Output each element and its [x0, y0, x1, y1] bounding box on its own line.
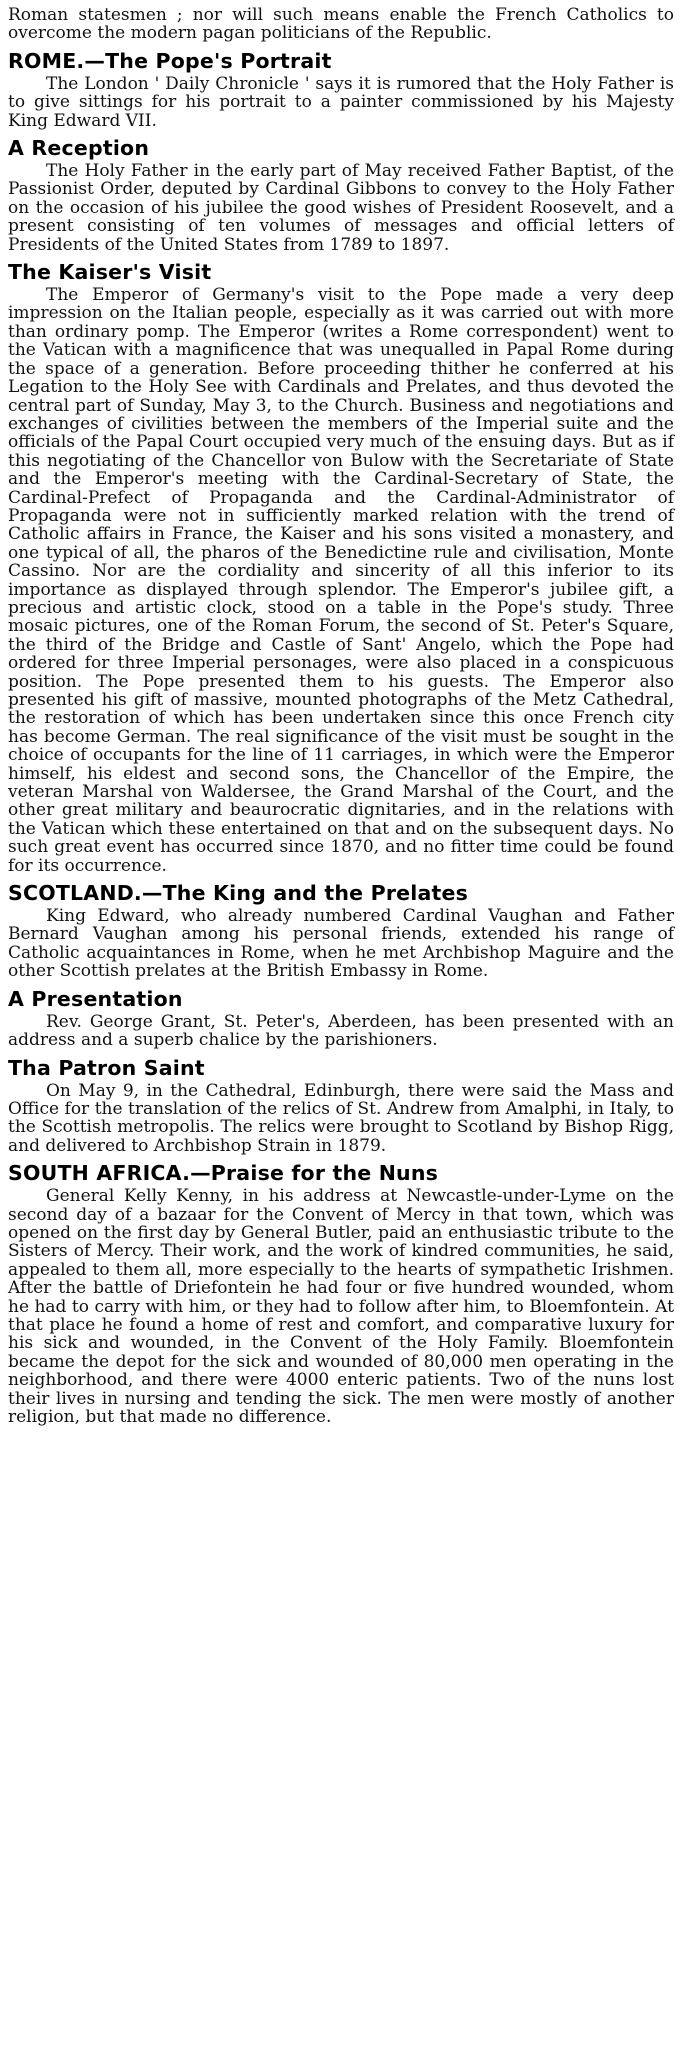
section-body: General Kelly Kenny, in his address at Newcastle-under-Lyme on the second day of a bazaar for the Convent of Mercy in that town, which was opened on the first day by General Butler, paid an enthusiastic tribute to the Sisters of Mercy. Their work, and the work of kindred communities, he said, appealed to them all, more especially to the hearts of sympathetic Irishmen. After the battle of Driefontein he had four or five hundred wounded, whom he had to carry with him, or they had to follow after him, to Bloemfontein. At that place he found a home of rest and comfort, and comparative luxury for his sick and wounded, in the Convent of the Holy Family. Bloemfontein became the depot for the sick and wounded of 80,000 men operating in the neighborhood, and there were 4000 enteric patients. Two of the nuns lost their lives in nursing and tending the sick. The men were mostly of another religion, but that made no difference. — [8, 1186, 674, 1427]
section-presentation — [8, 987, 674, 1050]
section-heading: ROME.—The Pope's Portrait — [8, 48, 332, 73]
section-reception — [8, 136, 674, 254]
section-kaisers-visit — [8, 260, 674, 875]
section-body: On May 9, in the Cathedral, Edinburgh, there were said the Mass and Office for the translation of the relics of St. Andrew from Amalphi, in Italy, to the Scottish metropolis. The relics were brought to Scotland by Bishop Rigg, and delivered to Archbishop Strain in 1879. — [8, 1080, 674, 1156]
section-heading: A Reception — [8, 136, 150, 161]
section-south-africa — [8, 1161, 674, 1426]
section-heading: SCOTLAND.—The King and the Prelates — [8, 881, 469, 906]
section-heading: Tha Patron Saint — [8, 1055, 205, 1080]
section-rome-portrait — [8, 49, 674, 130]
section-body: King Edward, who already numbered Cardinal Vaughan and Father Bernard Vaughan among his personal friends, extended his range of Catholic acquaintances in Rome, when he met Archbishop Maguire and the other Scottish prelates at the British Embassy in Rome. — [8, 906, 674, 982]
intro-paragraph: Roman statesmen ; nor will such means enable the French Catholics to overcome the modern pagan politicians of the Republic. — [8, 5, 674, 44]
section-heading: A Presentation — [8, 986, 183, 1011]
section-body: The Emperor of Germany's visit to the Pope made a very deep impression on the Italian people, especially as it was carried out with more than ordinary pomp. The Emperor (writes a Rome correspondent) went to the Vatican with a magnificence that was unequalled in Papal Rome during the space of a generation. Before proceeding thither he conferred at his Legation to the Holy See with Cardinals and Prelates, and thus devoted the central part of Sunday, May 3, to the Church. Business and negotiations and exchanges of civilities between the members of the Imperial suite and the officials of the Papal Court occupied very much of the ensuing days. But as if this negotiating of the Chancellor von Bulow with the Secretariate of State and the Emperor's meeting with the Cardinal-Secretary of State, the Cardinal-Prefect of Propaganda and the Cardinal-Administrator of Propaganda were not in sufficiently marked relation with the trend of Catholic affairs in France, the Kaiser and his sons visited a monastery, and one typical of all, the pharos of the Benedictine rule and civilisation, Monte Cassino. Nor are the cordiality and sincerity of all this inferior to its importance as displayed through splendor. The Emperor's jubilee gift, a precious and artistic clock, stood on a table in the Pope's study. Three mosaic pictures, one of the Roman Forum, the second of St. Peter's Square, the third of the Bridge and Castle of Sant' Angelo, which the Pope had ordered for three Imperial personages, were also placed in a conspicuous position. The Pope presented them to his guests. The Emperor also presented his gift of massive, mounted photographs of the Metz Cathedral, the restoration of which has been undertaken since this once French city has become German. The real significance of the visit must be sought in the choice of occupants for the line of 11 carriages, in which were the Emperor himself, his eldest and second sons, the Chancellor of the Empire, the veteran Marshal von Waldersee, the Grand Marshal of the Court, and the other great military and beaurocratic dignitaries, and in the relations with the Vatican which these entertained on that and on the subsequent days. No such great event has occurred since 1870, and no fitter time could be found for its occurrence. — [8, 285, 674, 876]
section-body: Rev. George Grant, St. Peter's, Aberdeen, has been presented with an address and a superb chalice by the parishioners. — [8, 1011, 674, 1051]
section-patron-saint — [8, 1056, 674, 1156]
section-scotland-king — [8, 881, 674, 981]
section-body: The Holy Father in the early part of May received Father Baptist, of the Passionist Order, deputed by Cardinal Gibbons to convey to the Holy Father on the occasion of his jubilee the good wishes of President Roosevelt, and a present consisting of ten volumes of messages and official letters of Presidents of the United States from 1789 to 1897. — [8, 161, 674, 255]
section-heading: The Kaiser's Visit — [8, 260, 212, 285]
section-body: The London ' Daily Chronicle ' says it is rumored that the Holy Father is to give sittings for his portrait to a painter commissioned by his Majesty King Edward VII. — [8, 73, 674, 131]
section-heading: SOUTH AFRICA.—Praise for the Nuns — [8, 1161, 439, 1186]
